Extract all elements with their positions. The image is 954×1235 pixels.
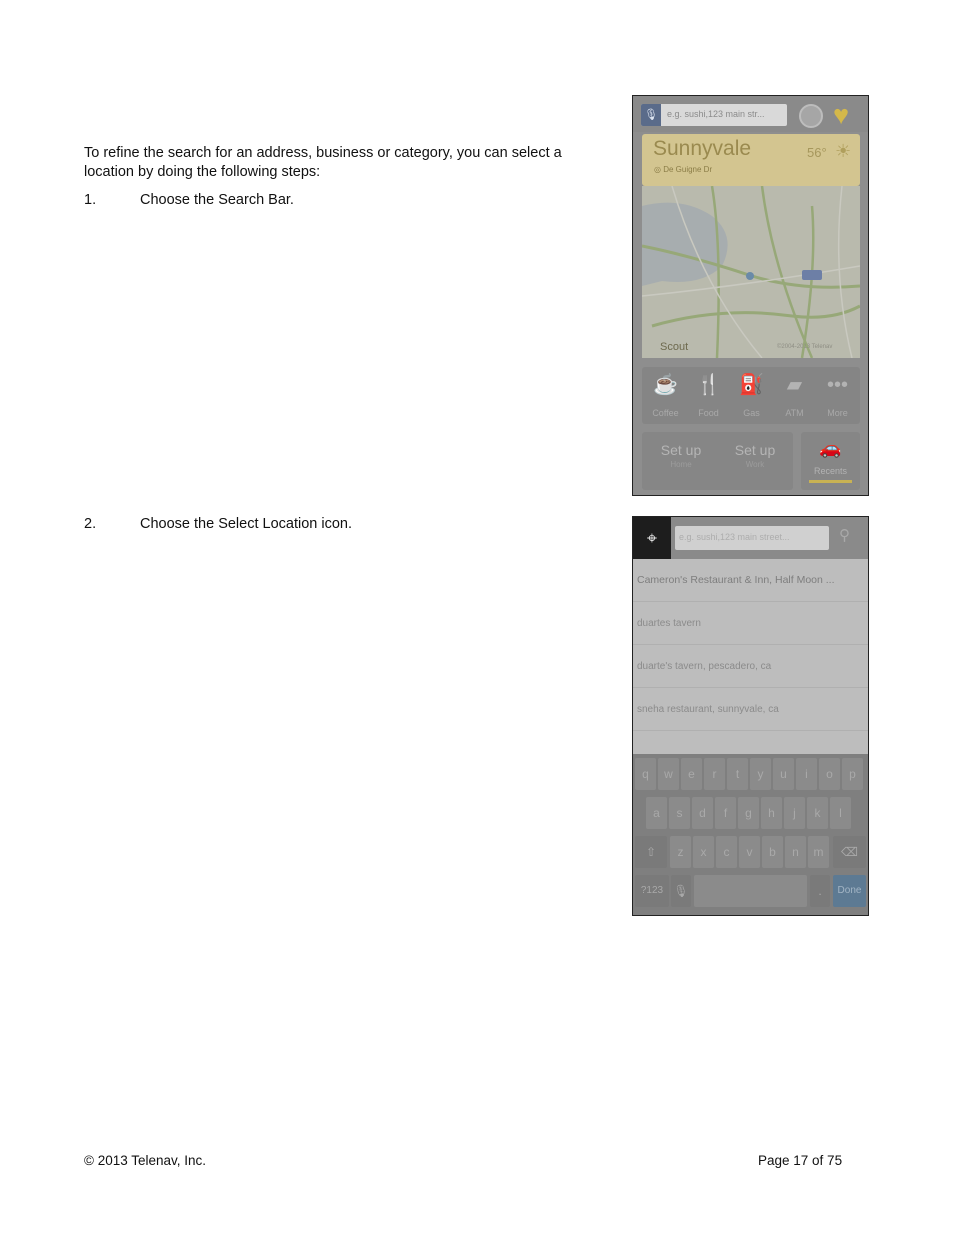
category-label: More: [827, 408, 848, 418]
search-placeholder: e.g. sushi,123 main str...: [667, 109, 765, 119]
keyboard-key[interactable]: a: [646, 797, 667, 829]
space-bar[interactable]: [694, 875, 807, 907]
keyboard-key[interactable]: w: [658, 758, 679, 790]
footer-page-number: Page 17 of 75: [758, 1153, 843, 1168]
on-screen-keyboard: [633, 754, 868, 916]
list-item[interactable]: duartes tavern: [633, 602, 868, 645]
gas-pump-icon: ⛽: [739, 374, 764, 396]
home-screen-screenshot: [632, 95, 869, 496]
voice-input-microphone-icon[interactable]: 🎙: [671, 875, 691, 907]
list-item[interactable]: sneha restaurant, sunnyvale, ca: [633, 688, 868, 731]
shift-key-icon[interactable]: ⇧: [635, 836, 667, 868]
category-gas[interactable]: [730, 367, 773, 424]
weather-icon: ☀: [835, 141, 852, 161]
recents-label: Recents: [813, 466, 848, 476]
search-screen-screenshot: [632, 516, 869, 916]
keyboard-key[interactable]: d: [692, 797, 713, 829]
backspace-key-icon[interactable]: ⌫: [833, 836, 866, 868]
keyboard-key[interactable]: u: [773, 758, 794, 790]
atm-card-icon: ▰: [786, 374, 803, 396]
category-food[interactable]: [687, 367, 730, 424]
keyboard-key[interactable]: e: [681, 758, 702, 790]
done-key[interactable]: Done: [833, 875, 866, 907]
keyboard-key[interactable]: b: [762, 836, 783, 868]
favorites-heart-icon[interactable]: ♥: [833, 100, 850, 130]
step-number: 1.: [84, 192, 97, 208]
map-copyright: ©2004-2013 Telenav: [777, 344, 833, 350]
category-bar: [642, 367, 860, 424]
keyboard-key[interactable]: n: [785, 836, 806, 868]
category-coffee[interactable]: [644, 367, 687, 424]
coffee-cup-icon: ☕: [653, 374, 678, 396]
category-label: Gas: [743, 408, 760, 418]
current-street: ◎ De Guigne Dr: [654, 165, 713, 174]
keyboard-key[interactable]: s: [669, 797, 690, 829]
search-icon[interactable]: ⚲: [839, 527, 850, 544]
setup-subtitle: Work: [745, 460, 765, 469]
temperature: 56°: [807, 145, 827, 160]
search-header: [633, 517, 868, 559]
fork-knife-icon: 🍴: [696, 374, 721, 396]
keyboard-key[interactable]: k: [807, 797, 828, 829]
keyboard-key[interactable]: i: [796, 758, 817, 790]
map-roads: [642, 186, 860, 358]
keyboard-key[interactable]: t: [727, 758, 748, 790]
keyboard-key[interactable]: f: [715, 797, 736, 829]
list-item[interactable]: Cameron's Restaurant & Inn, Half Moon ...: [633, 559, 868, 602]
keyboard-key[interactable]: l: [830, 797, 851, 829]
profile-avatar-icon[interactable]: [799, 104, 823, 128]
keyboard-key[interactable]: q: [635, 758, 656, 790]
car-icon: 🚗: [819, 438, 842, 458]
keyboard-key[interactable]: g: [738, 797, 759, 829]
period-key[interactable]: .: [810, 875, 830, 907]
top-bar: [633, 96, 868, 132]
category-more[interactable]: [816, 367, 859, 424]
setup-subtitle: Home: [670, 460, 692, 469]
scout-logo: Scout: [660, 341, 689, 353]
keyboard-key[interactable]: x: [693, 836, 714, 868]
location-weather-card[interactable]: [642, 134, 860, 186]
search-bar[interactable]: [641, 104, 787, 126]
footer-copyright: © 2013 Telenav, Inc.: [84, 1153, 207, 1168]
keyboard-key[interactable]: r: [704, 758, 725, 790]
step-text: Choose the Select Location icon.: [140, 516, 352, 532]
select-location-crosshair-icon[interactable]: ⌖: [633, 517, 671, 559]
list-item[interactable]: duarte's tavern, pescadero, ca: [633, 645, 868, 688]
search-placeholder: e.g. sushi,123 main street...: [679, 532, 790, 542]
symbols-key[interactable]: ?123: [635, 875, 669, 907]
setup-title: Set up: [734, 442, 776, 458]
more-dots-icon: •••: [826, 374, 848, 396]
intro-paragraph: To refine the search for an address, business or category, you can select a location by doing the following steps:: [84, 145, 562, 180]
microphone-icon[interactable]: 🎙: [641, 104, 661, 126]
suggestion-list: [633, 559, 868, 731]
category-label: Coffee: [652, 408, 679, 418]
step-text: Choose the Search Bar.: [140, 192, 294, 208]
recents-button[interactable]: [801, 432, 860, 490]
category-atm[interactable]: [773, 367, 816, 424]
keyboard-key[interactable]: z: [670, 836, 691, 868]
keyboard-key[interactable]: o: [819, 758, 840, 790]
setup-work-button[interactable]: [720, 442, 790, 469]
category-label: Food: [698, 408, 719, 418]
keyboard-key[interactable]: j: [784, 797, 805, 829]
category-label: ATM: [785, 408, 804, 418]
step-number: 2.: [84, 516, 97, 532]
keyboard-key[interactable]: y: [750, 758, 771, 790]
setup-title: Set up: [660, 442, 702, 458]
setup-home-button[interactable]: [646, 442, 716, 469]
keyboard-key[interactable]: h: [761, 797, 782, 829]
city-name: Sunnyvale: [653, 137, 752, 160]
recents-selected-indicator: [809, 480, 852, 483]
setup-panel: [642, 432, 793, 490]
keyboard-key[interactable]: c: [716, 836, 737, 868]
map-view[interactable]: [642, 186, 860, 358]
keyboard-key[interactable]: v: [739, 836, 760, 868]
search-input[interactable]: [675, 526, 829, 550]
keyboard-key[interactable]: m: [808, 836, 829, 868]
keyboard-key[interactable]: p: [842, 758, 863, 790]
